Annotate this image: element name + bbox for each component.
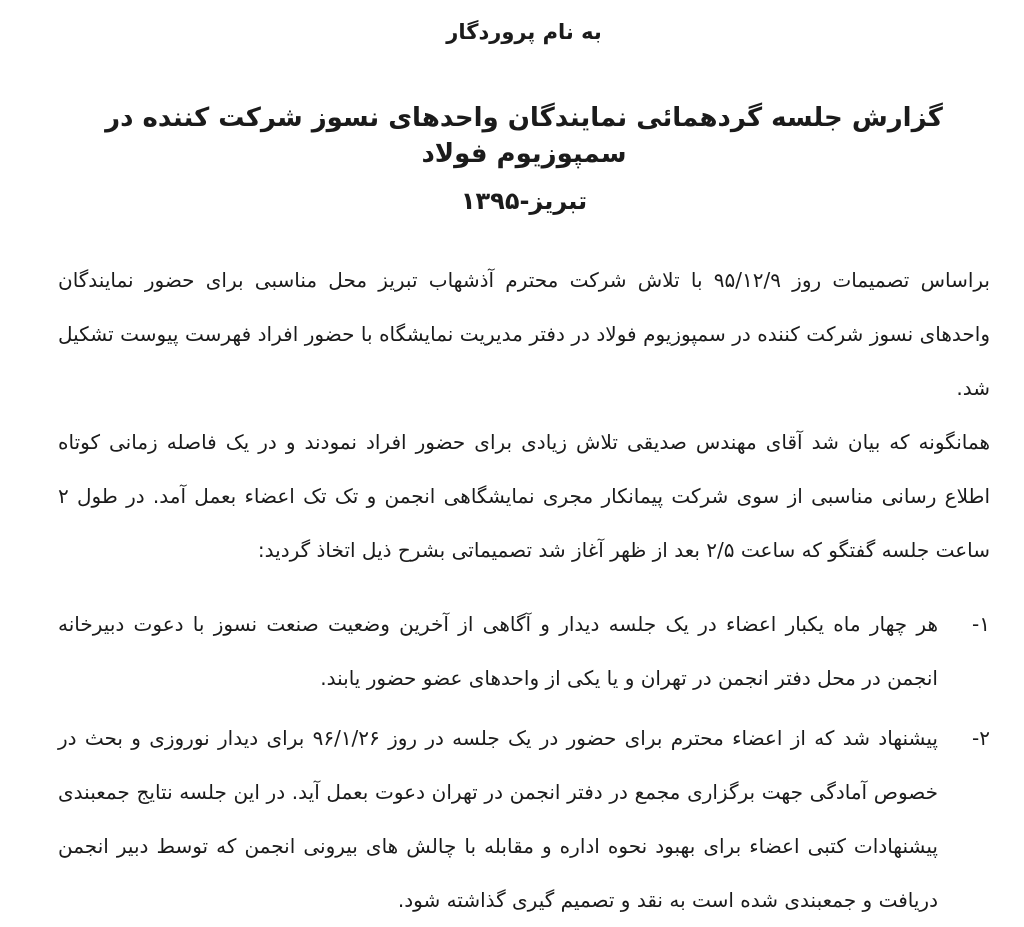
list-item <box>58 597 990 705</box>
paragraph-intro: براساس تصمیمات روز ۹۵/۱۲/۹ با تلاش شرکت محترم آذشهاب تبریز محل مناسبی برای حضور نمایندگان واحدهای نسوز شرکت کننده در سمپوزیوم فولاد در دفتر مدیریت نمایشگاه با حضور افراد فهرست پیوست تشکیل شد. <box>58 267 991 400</box>
list-item-text: هر چهار ماه یکبار اعضاء در یک جلسه دیدار و آگاهی از آخرین وضعیت صنعت نسوز با دعوت دبیرخانه انجمن در محل دفتر انجمن در تهران و یا یکی از واحدهای عضو حضور یابند. <box>58 611 938 690</box>
list-item-text: پیشنهاد شد که از اعضاء محترم برای حضور در یک جلسه در روز ۹۶/۱/۲۶ برای دیدار نوروزی و بحث در خصوص آمادگی جهت برگزاری مجمع در دفتر انجمن در تهران دعوت بعمل آید. در این جلسه نتایج جمعبندی پیشنهادات کتبی اعضاء برای بهبود نحوه اداره و مقابله با چالش های بیرونی انجمن که توسط دبیر انجمن دریافت و جمعبندی شده است به نقد و تصمیم گیری گذاشته شود. <box>58 725 938 912</box>
document-subtitle: تبریز-۱۳۹۵ <box>460 186 588 215</box>
paragraph-meeting-details: همانگونه که بیان شد آقای مهندس صدیقی تلاش زیادی برای حضور افراد نمودند و در یک فاصله زمانی کوتاه اطلاع رسانی مناسبی از سوی شرکت پیمانکار مجری نمایشگاهی انجمن و تک تک اعضاء بعمل آمد. در طول ۲ ساعت جلسه گفتگو که ساعت ۲/۵ بعد از ظهر آغاز شد تصمیماتی بشرح ذیل اتخاذ گردید: <box>58 429 990 562</box>
list-item <box>58 711 990 927</box>
document-body <box>58 253 990 927</box>
bismillah-line: به نام پروردگار <box>446 20 602 44</box>
list-item-number: ۲- <box>972 725 990 750</box>
resolutions-list <box>58 597 990 927</box>
document-title: گزارش جلسه گردهمائی نمایندگان واحدهای نسوز شرکت کننده در سمپوزیوم فولاد <box>105 103 943 170</box>
list-item-number: ۱- <box>972 611 990 636</box>
